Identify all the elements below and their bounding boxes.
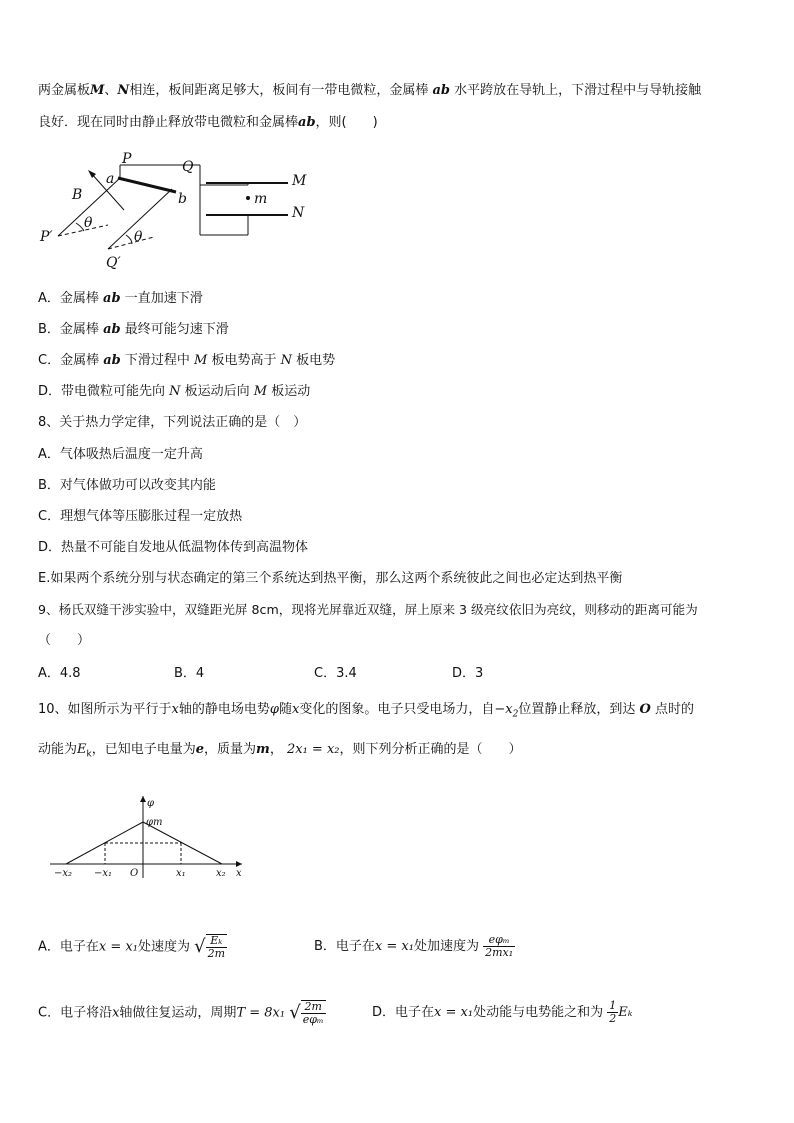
svg-text:φm: φm (146, 817, 163, 828)
svg-text:M: M (292, 173, 307, 189)
svg-text:P′: P′ (40, 229, 53, 245)
svg-text:P: P (122, 151, 132, 167)
svg-text:x: x (236, 868, 242, 879)
svg-text:m: m (254, 191, 268, 207)
q8-stem: 8、关于热力学定律，下列说法正确的是（ ） (38, 415, 307, 430)
q8-option-b: B．对气体做功可以改变其内能 (38, 478, 216, 493)
q7-rail-figure (36, 145, 326, 275)
q7-stem-line2: 良好．现在同时由静止释放带电微粒和金属棒ab，则( ) (38, 115, 378, 130)
svg-text:−x₂: −x₂ (54, 868, 73, 879)
q8-option-d: D．热量不可能自发地从低温物体传到高温物体 (38, 540, 309, 555)
q10-option-b: B．电子在x = x₁处加速度为 $\frac{\text{eφₘ}}{\text{2mx₁}}$ (314, 933, 514, 959)
q9-stem: 9、杨氏双缝干涉实验中，双缝距光屏 8cm，现将光屏靠近双缝，屏上原来 3 级亮纹依旧为亮纹，则移动的距离可能为 (38, 602, 698, 617)
q10-option-a: A．电子在x = x₁处速度为 √ $\frac{\text{Eₖ}}{2m}$ (38, 934, 226, 960)
svg-text:θ: θ (84, 215, 93, 231)
svg-text:N: N (292, 205, 305, 221)
q7-option-d: D．带电微粒可能先向 N 板运动后向 M 板运动 (38, 384, 311, 399)
svg-text:a: a (106, 171, 115, 187)
svg-text:Q′: Q′ (106, 255, 121, 271)
q9-option-d: D．3 (452, 666, 484, 681)
svg-text:O: O (130, 868, 139, 879)
svg-text:b: b (178, 191, 187, 207)
q8-option-c: C．理想气体等压膨胀过程一定放热 (38, 509, 243, 524)
svg-text:B: B (72, 187, 83, 203)
q7-stem-line1: 两金属板M、N相连，板间距离足够大，板间有一带电微粒，金属棒 ab 水平跨放在导轨上，下滑过程中与导轨接触 (38, 83, 702, 98)
svg-text:−x₁: −x₁ (94, 868, 113, 879)
q10-option-c: C．电子将沿x轴做往复运动，周期T = 8x₁ √ $\frac{2m}{\text{eφₘ}}$ (38, 1000, 324, 1026)
metal-rod-ab (118, 178, 176, 192)
q10-stem-line1: 10、如图所示为平行于x轴的静电场电势φ随x变化的图象。电子只受电场力，自$-x_2$位置静止释放，到达 O 点时的 (38, 702, 694, 720)
svg-text:Q: Q (182, 159, 194, 175)
svg-text:x₁: x₁ (176, 868, 186, 879)
q7-option-c: C．金属棒 ab 下滑过程中 M 板电势高于 N 板电势 (38, 353, 336, 368)
q9-option-b: B．4 (174, 666, 205, 681)
q10-stem-line2: 动能为$E_k$，已知电子电量为e，质量为m， 2x₁ = x₂，则下列分析正确的是（ ） (38, 742, 522, 760)
q9-stem-cont: （ ） (38, 633, 91, 648)
q7-option-b: B．金属棒 ab 最终可能匀速下滑 (38, 322, 229, 337)
q10-option-d: D．电子在x = x₁处动能与电势能之和为 $\frac{1}{2}$ Eₖ (372, 999, 633, 1025)
charged-particle (246, 196, 250, 200)
q9-option-a: A．4.8 (38, 666, 81, 681)
q7-option-a: A．金属棒 ab 一直加速下滑 (38, 291, 203, 306)
q8-option-e: E.如果两个系统分别与状态确定的第三个系统达到热平衡，那么这两个系统彼此之间也必定达到热平衡 (38, 571, 623, 586)
q8-option-a: A．气体吸热后温度一定升高 (38, 447, 203, 462)
svg-text:φ: φ (147, 798, 155, 809)
svg-text:θ: θ (134, 229, 143, 245)
q9-option-c: C．3.4 (314, 666, 357, 681)
svg-text:x₂: x₂ (216, 868, 226, 879)
q10-potential-graph (44, 792, 254, 884)
